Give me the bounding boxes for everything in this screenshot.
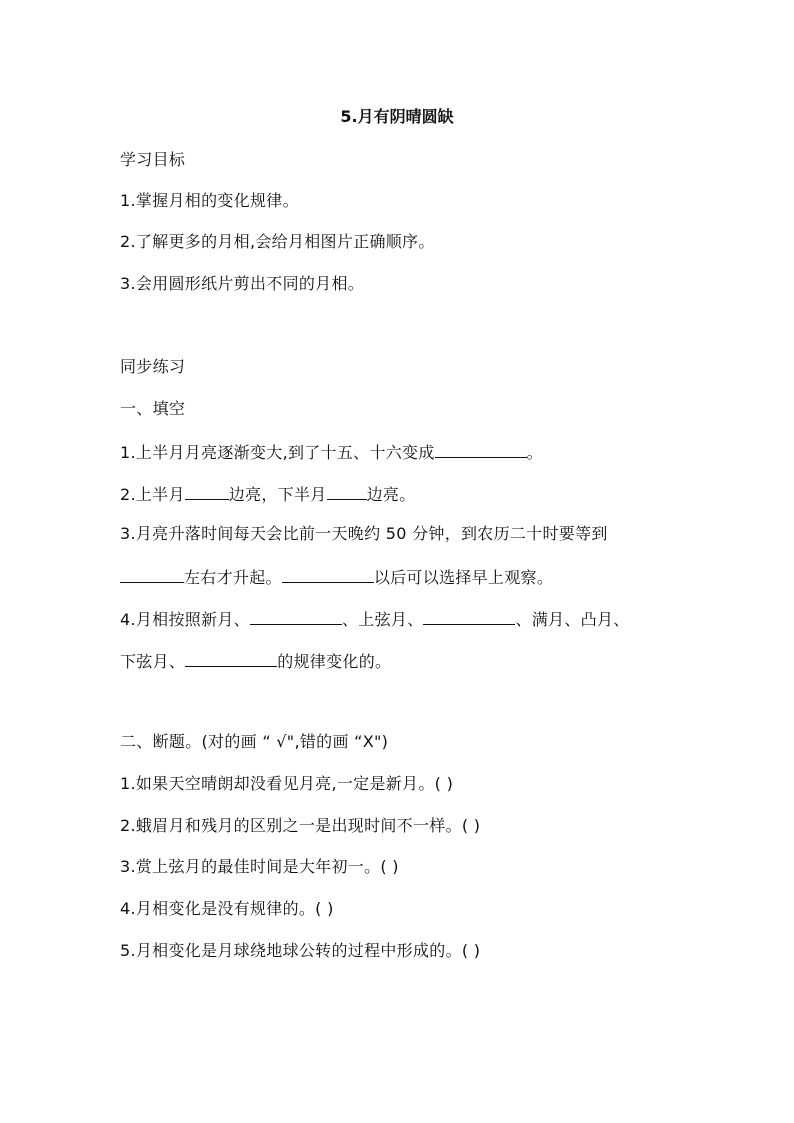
fill-q3-text-b: 左右才升起。: [184, 568, 282, 587]
judge-item-3: 3.赏上弦月的最佳时间是大年初一。( ): [120, 857, 399, 876]
judge-item-4: 4.月相变化是没有规律的。( ): [120, 899, 334, 918]
page-title: 5.月有阴晴圆缺: [340, 107, 454, 126]
fill-question-4-cont: [120, 650, 391, 672]
objectives-heading: 学习目标: [120, 150, 186, 169]
fill-question-1: [120, 441, 543, 463]
fill-question-2: [120, 483, 416, 505]
fill-q2-text-a: 2.上半月: [120, 485, 185, 504]
objective-item-3: 3.会用圆形纸片剪出不同的月相。: [120, 274, 365, 293]
fill-q3-text-c: 以后可以选择早上观察。: [373, 568, 554, 587]
answer-blank[interactable]: [185, 483, 229, 500]
judge-item-2: 2.蛾眉月和残月的区别之一是出现时间不一样。( ): [120, 816, 481, 835]
fill-q2-text-b: 边亮，下半月: [228, 485, 327, 504]
judge-item-1: 1.如果天空晴朗却没看见月亮,一定是新月。( ): [120, 774, 454, 793]
fill-question-4: [120, 608, 630, 630]
fill-heading: 一、填空: [120, 399, 186, 418]
fill-q4-text-d: 下弦月、: [120, 652, 186, 671]
answer-blank[interactable]: [250, 608, 342, 625]
fill-q4-text-b: 、上弦月、: [341, 610, 424, 629]
fill-question-3: 3.月亮升落时间每天会比前一天晚约 50 分钟，到农历二十时要等到: [120, 524, 608, 543]
fill-question-3-cont: [120, 566, 553, 588]
answer-blank[interactable]: [282, 566, 374, 583]
answer-blank[interactable]: [327, 483, 367, 500]
answer-blank[interactable]: [423, 608, 515, 625]
judge-item-5: 5.月相变化是月球绕地球公转的过程中形成的。( ): [120, 941, 481, 960]
answer-blank[interactable]: [185, 650, 277, 667]
fill-q4-text-e: 的规律变化的。: [277, 652, 392, 671]
fill-q1-text: 1.上半月月亮逐渐变大,到了十五、十六变成: [120, 443, 435, 462]
fill-q4-text-a: 4.月相按照新月、: [120, 610, 250, 629]
objective-item-1: 1.掌握月相的变化规律。: [120, 191, 299, 210]
objective-item-2: 2.了解更多的月相,会给月相图片正确顺序。: [120, 232, 435, 251]
answer-blank[interactable]: [120, 566, 184, 583]
fill-q2-text-c: 边亮。: [366, 485, 416, 504]
judge-heading: 二、断题。(对的画 “ √",错的画 “X"): [120, 732, 389, 751]
fill-q1-end: 。: [526, 443, 543, 462]
fill-q4-text-c: 、满月、凸月、: [515, 610, 630, 629]
practice-heading: 同步练习: [120, 357, 186, 376]
answer-blank[interactable]: [435, 441, 527, 458]
